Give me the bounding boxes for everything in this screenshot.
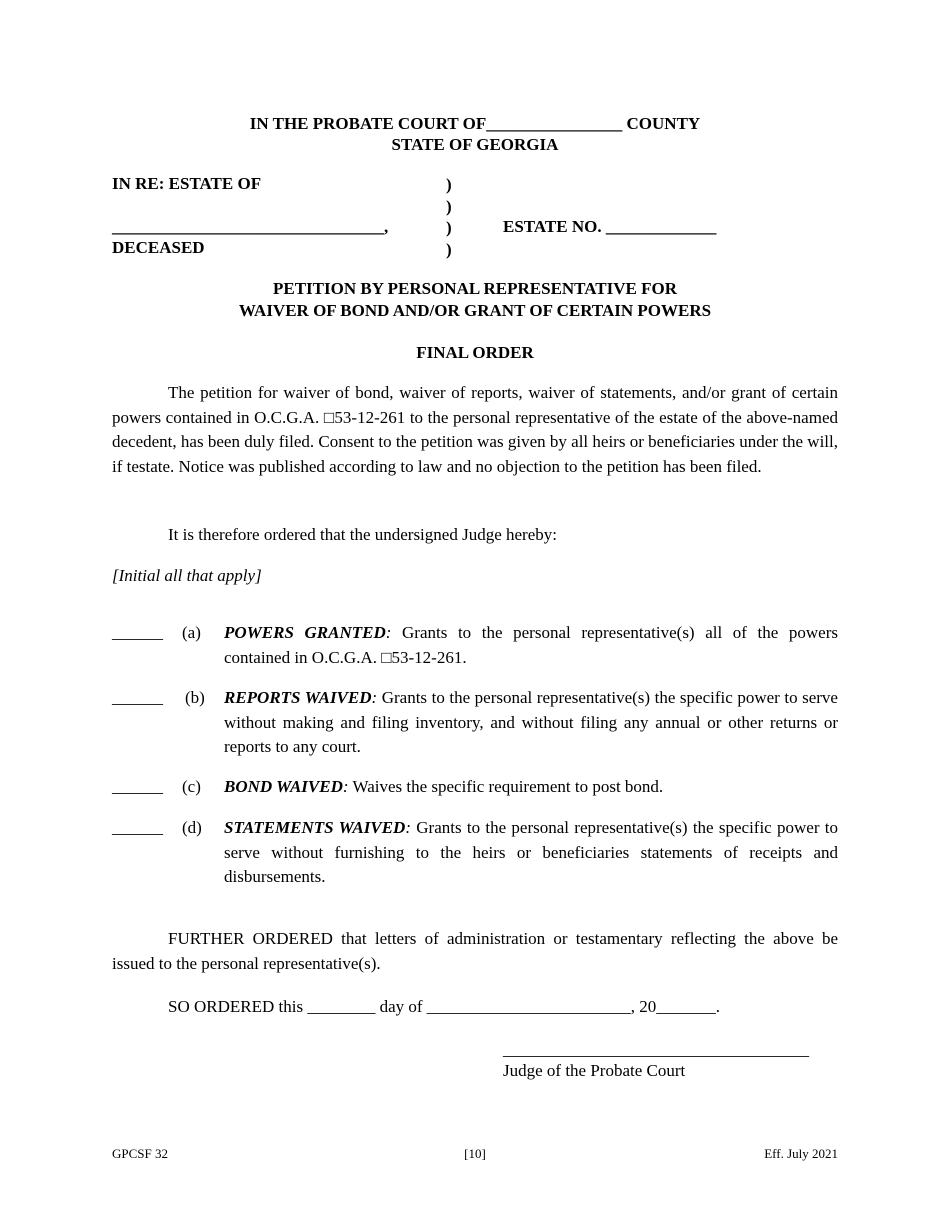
item-statements-waived: [112, 816, 838, 890]
effective-date: Eff. July 2021: [764, 1146, 838, 1161]
paren: ): [446, 196, 452, 216]
deceased-label: DECEASED: [112, 238, 205, 257]
initial-blank: ______: [112, 623, 163, 642]
initial-instruction: [Initial all that apply]: [112, 566, 262, 585]
item-text: Grants to the personal representative(s) the specific power to serve without furnishing to the heirs or beneficiaries statements of receipts and disbursements.: [224, 818, 838, 886]
item-title: STATEMENTS WAIVED: [224, 818, 406, 837]
so-ordered-line: SO ORDERED this ________ day of ________________________, 20_______.: [168, 997, 721, 1016]
paren: ): [446, 175, 452, 194]
initial-blank: ______: [112, 688, 163, 707]
title-line-1: PETITION BY PERSONAL REPRESENTATIVE FOR: [273, 279, 677, 298]
initial-blank: ______: [112, 818, 163, 837]
court-line: IN THE PROBATE COURT OF________________ COUNTY: [249, 114, 701, 133]
item-bond-waived: [112, 775, 838, 800]
item-title: BOND WAIVED: [224, 777, 343, 796]
court-header: [0, 113, 950, 155]
item-reports-waived: [112, 686, 838, 760]
item-colon: :: [405, 818, 411, 837]
intro-paragraph: The petition for waiver of bond, waiver of reports, waiver of statements, and/or grant of certain powers contained in O.C.G.A. □53-12-261 to the personal representative of the estate of the above-named decedent, has been duly filed. Consent to the petition was given by all heirs or beneficiaries under the will, if testate. Notice was published according to law and no objection to the petition has been filed.: [112, 383, 838, 476]
form-number: GPCSF 32: [112, 1146, 168, 1161]
item-title: REPORTS WAIVED: [224, 688, 372, 707]
item-colon: :: [371, 688, 378, 707]
item-text: Waives the specific requirement to post bond.: [348, 777, 664, 796]
judge-signature-line: ____________________________________: [503, 1040, 809, 1059]
page-number: [10]: [464, 1146, 486, 1161]
ordered-statement: It is therefore ordered that the undersigned Judge hereby:: [168, 525, 557, 544]
item-letter: (c): [182, 777, 201, 796]
item-title: POWERS GRANTED: [224, 623, 386, 642]
item-colon: :: [385, 623, 392, 642]
petition-title: [0, 278, 950, 322]
state-line: STATE OF GEORGIA: [391, 135, 559, 154]
paren: ): [446, 218, 452, 237]
item-text: Grants to the personal representative(s) the specific power to serve without making and filing inventory, and without filing any annual or other returns or reports to any court.: [224, 688, 838, 756]
initial-blank: ______: [112, 777, 163, 796]
item-letter: (a): [182, 623, 201, 642]
further-ordered-paragraph: FURTHER ORDERED that letters of administration or testamentary reflecting the above be issued to the personal representative(s).: [112, 929, 838, 973]
item-powers-granted: [112, 621, 838, 670]
title-line-2: WAIVER OF BOND AND/OR GRANT OF CERTAIN POWERS: [238, 301, 712, 320]
item-text: Grants to the personal representative(s) all of the powers contained in O.C.G.A. □53-12-261.: [224, 623, 839, 667]
decedent-name-blank: ________________________________,: [112, 217, 389, 236]
item-letter: (b): [185, 688, 205, 707]
item-letter: (d): [182, 818, 202, 837]
caption-parens: [446, 174, 452, 260]
in-re-label: IN RE: ESTATE OF: [112, 174, 262, 193]
final-order-heading: FINAL ORDER: [416, 343, 534, 362]
item-colon: :: [342, 777, 349, 796]
paren: ): [446, 239, 452, 259]
estate-number: ESTATE NO. _____________: [503, 217, 717, 236]
judge-signature-label: Judge of the Probate Court: [503, 1061, 686, 1080]
